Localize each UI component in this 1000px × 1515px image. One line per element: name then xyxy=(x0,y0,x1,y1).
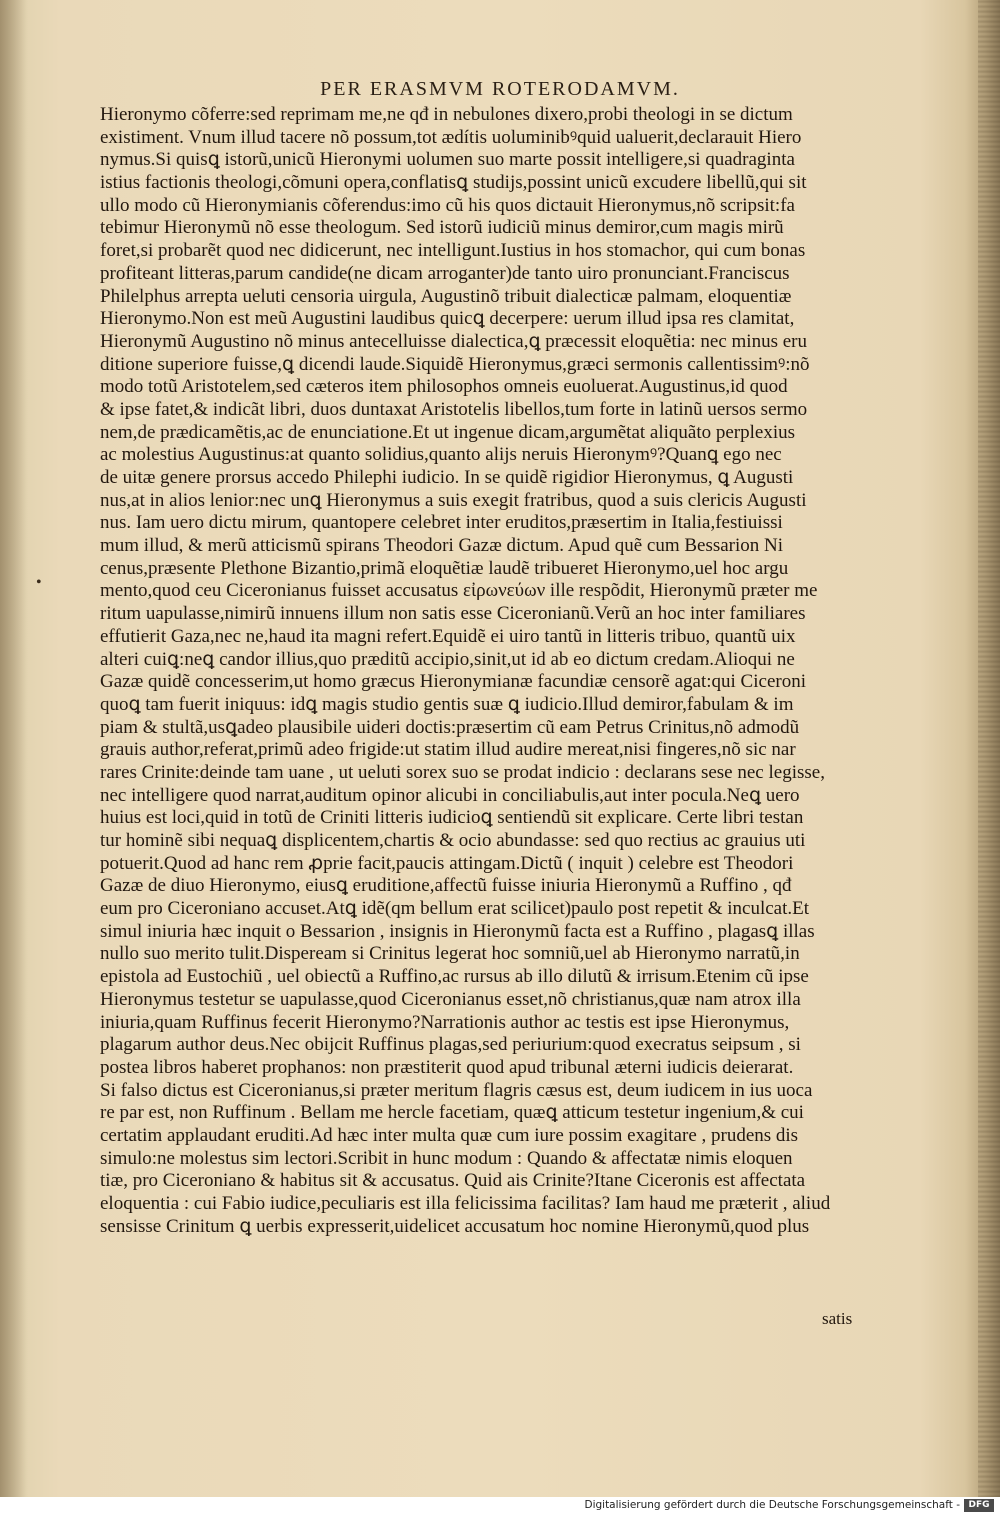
text-line: Si falso dictus est Ciceronianus,si præter meritum flagris cæsus est, deum iudicem in ius uoca xyxy=(100,1079,813,1101)
text-line: mum illud, & merũ atticismũ spirans Theodori Gazæ dictum. Apud quẽ cum Bessarion Ni xyxy=(100,535,784,557)
text-line: nec intelligere quod narrat,auditum opinor alicubi in conciliabulis,aut inter pocula.Neꝗ uero xyxy=(100,784,800,806)
text-line: nullo suo merito tulit.Dispeream si Crinitus legerat hoc somniũ,uel ab Hieronymo narratũ,in xyxy=(100,943,800,965)
text-line: foret,si probarẽt quod nec didicerunt, nec intelligunt.Iustius in hos stomachor, qui cum bonas xyxy=(100,240,806,262)
text-line: Gazæ quidẽ concesserim,ut homo græcus Hieronymianæ facundiæ censorẽ agat:qui Ciceroni xyxy=(100,671,806,693)
text-line: certatim applaudant eruditi.Ad hæc inter multa quæ cum iure possim exagitare , prudens dis xyxy=(100,1124,799,1146)
text-line: ac molestius Augustinus:at quanto solidius,quanto alijs neruis Hieronymꝰ?Quanꝗ ego nec xyxy=(100,444,782,466)
text-line: modo totũ Aristotelem,sed cæteros item philosophos omneis euoluerat.Augustinus,id quod xyxy=(100,376,788,398)
text-line: quoꝗ tam fuerit iniquus: idꝗ magis studio gentis suæ ꝗ iudicio.Illud demiror,fabulam & im xyxy=(100,693,794,715)
text-line: Hieronymo.Non est meũ Augustini laudibus quicꝗ decerpere: uerum illud ipsa res clamitat, xyxy=(100,308,795,330)
text-line: tur hominẽ sibi nequaꝗ displicentem,chartis & ocio abundasse: sed quo rectius ac grauius uti xyxy=(100,830,806,851)
text-line: sensisse Crinitum ꝗ uerbis expresserit,uidelicet accusatum hoc nomine Hieronymũ,quod plus xyxy=(100,1215,810,1237)
margin-mark: • xyxy=(36,574,42,591)
text-line: effutierit Gaza,nec ne,haud ita magni refert.Equidẽ ei uiro tantũ in litteris tribuo, quantũ uix xyxy=(100,625,796,647)
text-line: tiæ, pro Ciceroniano & habitus sit & accusatus. Quid ais Crinite?Itane Ciceronis est affectata xyxy=(100,1170,806,1192)
text-line: ritum uapulasse,nimirũ innuens illum non satis esse Ciceronianũ.Verũ an hoc inter familiares xyxy=(100,603,806,625)
text-line: nus. Iam uero dictu mirum, quantopere celebret inter eruditos,præsertim in Italia,festiuissi xyxy=(100,512,783,534)
page-edge xyxy=(978,0,1000,1497)
text-line: potuerit.Quod ad hanc rem ꝓprie facit,paucis attingam.Dictũ ( inquit ) celebre est Theodori xyxy=(100,852,794,874)
text-line: istius factionis theologi,cõmuni opera,conflatisꝗ studijs,possint unicũ excudere libellũ,qui sit xyxy=(100,172,807,194)
text-line: ullo modo cũ Hieronymianis cõferendus:imo cũ his quos dictauit Hieronymus,nõ scripsit:fa xyxy=(100,194,795,216)
text-line: mento,quod ceu Ciceronianus fuisset accusatus εἰρωνεύων ille respõdit, Hieronymũ præter me xyxy=(100,580,818,602)
text-line: Hieronymũ Augustino nõ minus antecelluisse dialectica,ꝗ præcessit eloquẽtia: nec minus eru xyxy=(100,330,807,352)
text-line: re par est, non Ruffinum . Bellam me hercle facetiam, quæꝗ atticum testetur ingenium,& cui xyxy=(100,1102,804,1124)
catchword: satis xyxy=(822,1309,853,1328)
text-line: grauis author,referat,primũ adeo frigide:ut statim illud audire mereat,nisi fingeres,nõ sic nar xyxy=(100,739,796,761)
dfg-logo: DFG xyxy=(964,1499,994,1512)
text-line: profiteant litteras,parum candide(ne dicam arroganter)de tanto uiro pronunciant.Franciscus xyxy=(100,262,790,284)
text-line: ditione superiore fuisse,ꝗ dicendi laude.Siquidẽ Hieronymus,græci sermonis callentissimꝰ:nõ xyxy=(100,353,810,375)
text-line: epistola ad Eustochiũ , uel obiectũ a Ruffino,ac rursus ab illo dilutũ & irrisum.Etenim cũ ipse xyxy=(100,966,809,988)
text-block xyxy=(100,104,852,1238)
text-line: simulo:ne molestus sim lectori.Scribit in hunc modum : Quando & affectatæ nimis eloquen xyxy=(100,1147,793,1169)
text-line: cenus,præsente Plethone Bizantio,primã eloquẽtiæ laudẽ tribueret Hieronymo,uel hoc argu xyxy=(100,557,789,579)
text-line: nymus.Si quisꝗ istorũ,unicũ Hieronymi uolumen suo marte possit intelligere,si quadraginta xyxy=(100,149,795,171)
text-line: eum pro Ciceroniano accuset.Atꝗ idẽ(qm bellum erat scilicet)paulo post repetit & inculcat.Et xyxy=(100,898,810,920)
text-line: nem,de prædicamẽtis,ac de enunciatione.Et ut ingenue dicam,argumẽtat aliquãto perplexius xyxy=(100,421,796,443)
text-line: piam & stultã,usꝗadeo plausibile uideri doctis:præsertim cũ eam Petrus Crinitus,nõ admodũ xyxy=(100,716,800,738)
text-line: Philelphus arrepta ueluti censoria uirgula, Augustinõ tribuit dialecticæ palmam, eloquentiæ xyxy=(100,285,792,307)
text-line: eloquentia : cui Fabio iudice,peculiaris est illa felicissima facilitas? Iam haud me præterit , aliud xyxy=(100,1193,831,1214)
text-line: Gazæ de diuo Hieronymo, eiusꝗ eruditione,affectũ fuisse iniuria Hieronymũ a Ruffino , qđ xyxy=(100,875,792,897)
text-line: tebimur Hieronymũ nõ esse theologum. Sed istorũ iudiciũ minus demiror,cum magis mirũ xyxy=(100,217,784,239)
text-line: simul iniuria hæc inquit o Bessarion , insignis in Hieronymũ facta est a Ruffino , plagasꝗ illas xyxy=(100,920,815,942)
text-line: postea libros haberet prophanos: non præstiterit quod apud tribunal æterni iudicis deierarat. xyxy=(100,1056,794,1078)
text-line: Hieronymus testetur se uapulasse,quod Ciceronianus esset,nõ christianus,quæ nam atrox illa xyxy=(100,988,801,1010)
running-head: PER ERASMVM ROTERODAMVM. xyxy=(320,78,680,100)
text-line: de uitæ genere prorsus accedo Philephi iudicio. In se quidẽ rigidior Hieronymus, ꝗ Augusti xyxy=(100,467,794,488)
text-line: iniuria,quam Ruffinus fecerit Hieronymo?Narrationis author ac testis est ipse Hieronymus, xyxy=(100,1011,790,1033)
gutter-shadow xyxy=(0,0,28,1497)
text-line: plagarum author deus.Nec obijcit Ruffinus plagas,sed periurium:quod execratus seipsum , si xyxy=(100,1034,801,1056)
text-line: alteri cuiꝗ:neꝗ candor illius,quo præditũ accipio,sinit,ut id ab eo dictum credam.Alioqui ne xyxy=(100,648,795,670)
text-line: existiment. Vnum illud tacere nõ possum,tot ædítis uoluminibꝰquid ualuerit,declarauit Hiero xyxy=(100,126,802,148)
text-line: huius est loci,quid in totũ de Criniti litteris iudicioꝗ sentiendũ sit explicare. Certe libri testan xyxy=(100,807,804,829)
text-line: & ipse fatet,& indicãt libri, duos duntaxat Aristotelis libellos,tum forte in latinũ uersos sermo xyxy=(100,398,808,420)
footer-bar xyxy=(0,1497,1000,1515)
footer-credit: Digitalisierung gefördert durch die Deutsche Forschungsgemeinschaft - xyxy=(584,1499,960,1511)
text-line: Hieronymo cõferre:sed reprimam me,ne qđ in nebulones dixero,probi theologi in se dictum xyxy=(100,104,793,125)
text-line: rares Crinite:deinde tam uane , ut ueluti sorex suo se prodat indicio : declarans sese nec legisse, xyxy=(100,761,825,783)
text-line: nus,at in alios lenior:nec unꝗ Hieronymus a suis exegit fratribus, quod a suis clericis Augusti xyxy=(100,489,807,511)
